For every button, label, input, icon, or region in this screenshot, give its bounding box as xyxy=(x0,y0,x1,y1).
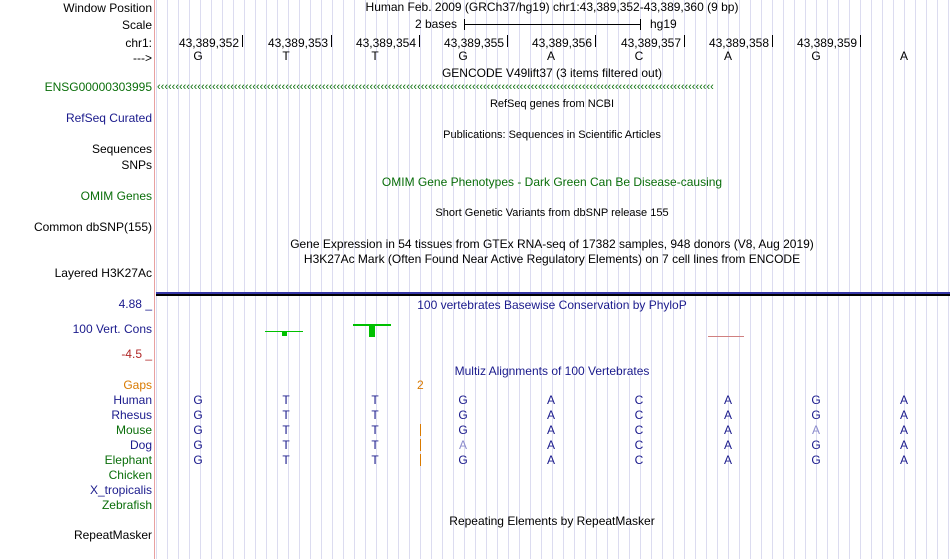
alignment-base: A xyxy=(899,408,909,422)
alignment-base: C xyxy=(634,453,644,467)
alignment-base: A xyxy=(723,408,733,422)
gtex-track-title: Gene Expression in 54 tissues from GTEx RNA-seq of 17382 samples, 948 donors (V8, Aug 2019) xyxy=(290,237,814,251)
alignment-gap-marker xyxy=(420,439,421,451)
alignment-base: A xyxy=(723,438,733,452)
alignment-base: G xyxy=(193,393,203,407)
snps-track-label[interactable]: SNPs xyxy=(121,158,152,172)
reference-base: A xyxy=(546,49,556,63)
chrom-label: chr1: xyxy=(125,36,152,50)
dbsnp-track-label[interactable]: Common dbSNP(155) xyxy=(33,220,152,234)
h3k27ac-track-title: H3K27Ac Mark (Often Found Near Active Regulatory Elements) on 7 cell lines from ENCODE xyxy=(303,252,801,266)
reference-base: G xyxy=(458,49,468,63)
reference-base: C xyxy=(634,49,644,63)
alignment-gap-marker xyxy=(420,424,421,436)
sequences-track-label[interactable]: Sequences xyxy=(91,142,152,156)
reference-base: A xyxy=(723,49,733,63)
alignment-base: C xyxy=(634,408,644,422)
alignment-base: A xyxy=(546,408,556,422)
cons-bar-3 xyxy=(369,324,375,337)
alignment-base: T xyxy=(282,408,290,422)
ruler-tick xyxy=(772,35,773,47)
species-label-x_tropicalis[interactable]: X_tropicalis xyxy=(89,483,152,497)
scale-right-text: hg19 xyxy=(650,17,677,31)
cons-bar-7 xyxy=(708,336,744,337)
alignment-base: G xyxy=(193,453,203,467)
refseq-track-title: RefSeq genes from NCBI xyxy=(489,98,615,110)
alignment-base: G xyxy=(458,423,468,437)
cons-track-label[interactable]: 100 Vert. Cons xyxy=(72,322,152,336)
alignment-base: A xyxy=(899,438,909,452)
alignment-base: T xyxy=(371,423,379,437)
gaps-label: Gaps xyxy=(123,378,152,392)
alignment-base: T xyxy=(371,408,379,422)
cons-track-baseline xyxy=(156,294,950,296)
alignment-base: A xyxy=(899,453,909,467)
ruler-position-label: 43,389,359 xyxy=(796,36,857,50)
alignment-base: G xyxy=(811,393,821,407)
alignment-base: T xyxy=(371,453,379,467)
reference-base: G xyxy=(193,49,203,63)
alignment-base: T xyxy=(371,438,379,452)
alignment-base: G xyxy=(811,453,821,467)
ruler-position-label: 43,389,353 xyxy=(267,36,328,50)
gaps-count: 2 xyxy=(417,378,424,392)
alignment-base: A xyxy=(811,423,821,437)
alignment-base: T xyxy=(282,423,290,437)
alignment-base: C xyxy=(634,438,644,452)
cons-track-title: 100 vertebrates Basewise Conservation by PhyloP xyxy=(417,298,687,312)
species-label-rhesus[interactable]: Rhesus xyxy=(111,408,152,422)
species-label-zebrafish[interactable]: Zebrafish xyxy=(101,498,152,512)
scale-line xyxy=(464,24,640,25)
cons-bar-2 xyxy=(282,331,287,336)
alignment-base: A xyxy=(546,423,556,437)
h3k27ac-track-label[interactable]: Layered H3K27Ac xyxy=(54,266,152,280)
alignment-gap-marker xyxy=(420,454,421,466)
ruler-position-label: 43,389,355 xyxy=(443,36,504,50)
alignment-base: A xyxy=(458,438,468,452)
repeatmasker-track-label[interactable]: RepeatMasker xyxy=(73,528,152,542)
scale-label: Scale xyxy=(121,18,152,32)
species-label-human[interactable]: Human xyxy=(113,393,152,407)
ruler-position-label: 43,389,354 xyxy=(355,36,416,50)
alignment-base: T xyxy=(282,438,290,452)
dbsnp-track-title: Short Genetic Variants from dbSNP release 155 xyxy=(435,207,669,219)
ruler-tick xyxy=(419,35,420,47)
alignment-base: A xyxy=(546,453,556,467)
alignment-base: T xyxy=(282,453,290,467)
reference-base: T xyxy=(371,49,379,63)
ruler-tick xyxy=(507,35,508,47)
scale-right-cap xyxy=(640,19,641,30)
reference-base: T xyxy=(282,49,290,63)
alignment-base: A xyxy=(546,438,556,452)
reference-base: A xyxy=(899,49,909,63)
label-column-divider xyxy=(154,0,155,559)
species-label-dog[interactable]: Dog xyxy=(129,438,152,452)
ruler-tick xyxy=(595,35,596,47)
strand-label: ---> xyxy=(133,51,152,65)
cons-max-label: 4.88 _ xyxy=(118,297,152,311)
alignment-base: A xyxy=(546,393,556,407)
ruler-position-label: 43,389,357 xyxy=(620,36,681,50)
alignment-base: G xyxy=(811,408,821,422)
alignment-base: C xyxy=(634,423,644,437)
alignment-base: G xyxy=(458,393,468,407)
window-position-value: Human Feb. 2009 (GRCh37/hg19) chr1:43,389,352-43,389,360 (9 bp) xyxy=(365,0,739,14)
ruler-position-label: 43,389,356 xyxy=(531,36,592,50)
alignment-base: G xyxy=(193,423,203,437)
alignment-base: T xyxy=(371,393,379,407)
alignment-base: G xyxy=(458,408,468,422)
omim-track-title: OMIM Gene Phenotypes - Dark Green Can Be Disease-causing xyxy=(381,175,723,189)
alignment-base: G xyxy=(458,453,468,467)
window-position-label: Window Position xyxy=(63,1,152,15)
gencode-gene-arrows[interactable]: ‹‹‹‹‹‹‹‹‹‹‹‹‹‹‹‹‹‹‹‹‹‹‹‹‹‹‹‹‹‹‹‹‹‹‹‹‹‹‹‹‹‹‹‹‹‹‹‹‹‹‹‹‹‹‹‹‹‹‹‹‹‹‹‹‹‹‹‹‹‹‹‹‹‹‹‹‹‹‹‹‹‹‹‹‹‹‹‹‹‹‹‹‹‹‹‹‹‹‹‹‹‹‹‹‹‹‹‹‹‹‹‹‹‹‹‹‹‹‹‹‹‹‹‹‹‹‹‹‹‹‹‹‹‹‹‹‹‹‹‹‹‹‹‹‹‹‹‹‹‹‹‹ xyxy=(157,81,714,93)
gencode-gene-label[interactable]: ENSG00000303995 xyxy=(44,80,152,94)
alignment-base: G xyxy=(193,438,203,452)
gencode-track-title: GENCODE V49lift37 (3 items filtered out) xyxy=(441,66,663,80)
ruler-tick xyxy=(684,35,685,47)
ruler-position-label: 43,389,352 xyxy=(178,36,239,50)
alignment-base: A xyxy=(899,423,909,437)
ruler-tick xyxy=(242,35,243,47)
ruler-tick xyxy=(331,35,332,47)
alignment-base: A xyxy=(723,423,733,437)
alignment-base: G xyxy=(193,408,203,422)
species-label-elephant[interactable]: Elephant xyxy=(104,453,152,467)
alignment-base: C xyxy=(634,393,644,407)
alignment-base: A xyxy=(899,393,909,407)
alignment-base: G xyxy=(811,438,821,452)
omim-track-label[interactable]: OMIM Genes xyxy=(80,189,152,203)
ruler-position-label: 43,389,358 xyxy=(708,36,769,50)
refseq-track-label[interactable]: RefSeq Curated xyxy=(65,111,152,125)
species-label-mouse[interactable]: Mouse xyxy=(115,423,152,437)
reference-base: G xyxy=(811,49,821,63)
alignment-base: A xyxy=(723,393,733,407)
alignment-base: T xyxy=(282,393,290,407)
multiz-track-title: Multiz Alignments of 100 Vertebrates xyxy=(454,364,650,378)
repeatmasker-track-title: Repeating Elements by RepeatMasker xyxy=(449,514,655,528)
scale-left-text: 2 bases xyxy=(415,17,458,31)
scale-left-cap xyxy=(464,19,465,30)
alignment-base: A xyxy=(723,453,733,467)
species-label-chicken[interactable]: Chicken xyxy=(108,468,152,482)
cons-min-label: -4.5 _ xyxy=(121,347,152,361)
publications-track-title: Publications: Sequences in Scientific Articles xyxy=(443,129,661,141)
ruler-tick xyxy=(860,35,861,47)
